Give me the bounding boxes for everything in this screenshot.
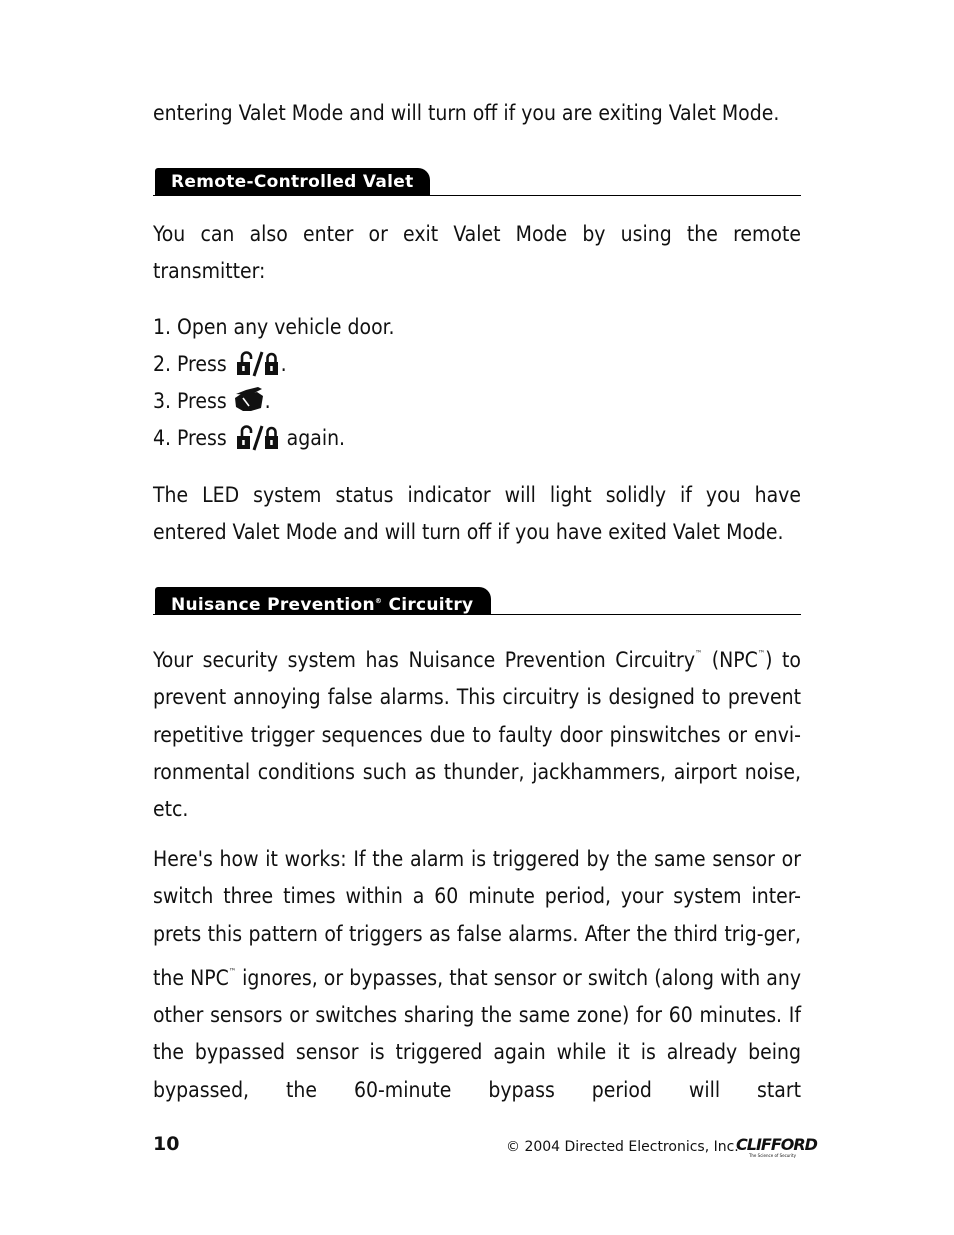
remote-para-line1: You can also enter or exit Valet Mode by using the remote <box>153 222 801 246</box>
step-number: 1. <box>153 315 172 339</box>
led-para-line2: entered Valet Mode and will turn off if you have exited Valet Mode. <box>153 520 784 544</box>
step-text: Press <box>177 389 227 413</box>
trademark-mark: ™ <box>757 649 766 658</box>
list-item <box>153 383 801 420</box>
remote-para-line2: transmitter: <box>153 259 266 283</box>
npc-paragraph-1 <box>153 635 801 828</box>
section-header-remote-valet <box>153 166 801 196</box>
step-text: Press <box>177 352 227 376</box>
led-para-line1: The LED system status indicator will light solidly if you have <box>153 483 801 507</box>
step-text: Open any vehicle door. <box>177 315 395 339</box>
intro-text: entering Valet Mode and will turn off if you are exiting Valet Mode. <box>153 101 780 125</box>
copyright-text: © 2004 Directed Electronics, Inc. <box>506 1139 739 1155</box>
step-suffix: . <box>280 352 287 376</box>
section-title-text: Nuisance Prevention <box>171 595 375 615</box>
section-title-tail: Circuitry <box>388 595 474 615</box>
text-run: ignores, or bypasses, that sensor or switch (along with any other sensors or switches sharing the same zone) for 60 minutes. If the bypassed sensor is triggered again while it is already being bypassed, the 60-minute bypass period will start <box>153 965 802 1102</box>
list-item <box>153 420 801 457</box>
section-title <box>155 587 491 615</box>
trademark-mark: ™ <box>228 966 237 976</box>
clifford-logo <box>736 1135 817 1163</box>
list-item <box>153 309 801 346</box>
text-run: Your security system has Nuisance Prevention Circuitry <box>153 648 695 672</box>
text-run: Here's how it works: If the alarm is triggered by the same sensor or switch three times within a 60 minute period, your system inter-prets this pattern of triggers as false alarms. After the third trig-ger, the NPC <box>153 847 801 990</box>
steps-list <box>153 309 801 457</box>
step-text: Press <box>177 426 227 450</box>
step-suffix: again. <box>286 426 346 450</box>
step-number: 4. <box>153 426 172 450</box>
section-header-nuisance <box>153 585 801 615</box>
text-run: (NPC <box>702 648 758 672</box>
trademark-mark: ™ <box>695 649 703 658</box>
step-suffix: . <box>264 389 271 413</box>
step-number: 3. <box>153 389 172 413</box>
page-number: 10 <box>153 1133 180 1155</box>
list-item <box>153 346 801 383</box>
logo-tagline: The Science of Security <box>748 1153 796 1158</box>
npc-paragraph-2 <box>153 841 801 1109</box>
registered-mark: ® <box>374 597 383 605</box>
lock-unlock-icon <box>233 425 281 463</box>
section-title: Remote-Controlled Valet <box>155 168 430 196</box>
text-run: ) to prevent annoying false alarms. This circuitry is designed to prevent repetitive trigger sequences due to faulty door pinswitches or envi-ronmental conditions such as thunder, jackhammers, airport noise, etc. <box>153 648 801 822</box>
logo-wordmark: CLIFFORD <box>736 1135 817 1154</box>
step-number: 2. <box>153 352 172 376</box>
